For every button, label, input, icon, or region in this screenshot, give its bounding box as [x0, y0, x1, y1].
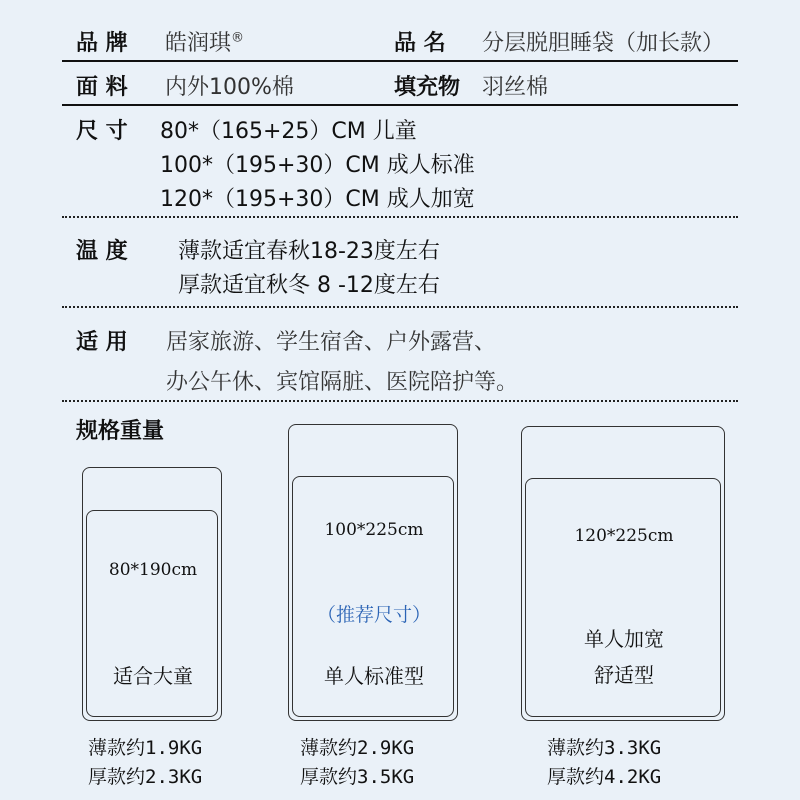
spec-caption: 单人标准型: [324, 664, 424, 688]
temperature-label: 温 度: [76, 239, 128, 264]
temperature-line: 薄款适宜春秋18-23度左右: [178, 239, 440, 264]
divider-dotted: [62, 216, 738, 218]
product-name-label: 品 名: [394, 31, 446, 56]
registered-mark: ®: [231, 30, 245, 46]
fabric-value: 内外100%棉: [165, 75, 294, 100]
spec-thin-weight: 薄款约3.3KG: [547, 737, 662, 759]
divider-solid: [62, 60, 738, 62]
spec-thick-weight: 厚款约3.5KG: [300, 766, 415, 788]
spec-thin-weight: 薄款约2.9KG: [300, 737, 415, 759]
spec-dimension: 120*225cm: [574, 526, 674, 546]
filling-value: 羽丝棉: [482, 75, 549, 100]
spec-thick-weight: 厚款约2.3KG: [88, 766, 203, 788]
usage-line: 办公午休、宾馆隔脏、医院陪护等。: [166, 370, 519, 395]
size-line: 100*（195+30）CM 成人标准: [160, 153, 475, 178]
brand-name: 皓润琪: [165, 31, 232, 56]
spec-thin-weight: 薄款约1.9KG: [88, 737, 203, 759]
filling-label: 填充物: [394, 75, 461, 100]
divider-dotted: [62, 306, 738, 308]
spec-caption: 舒适型: [594, 663, 654, 687]
usage-line: 居家旅游、学生宿舍、户外露营、: [166, 330, 497, 355]
spec-thick-weight: 厚款约4.2KG: [547, 766, 662, 788]
brand-label: 品 牌: [76, 31, 128, 56]
brand-value: [165, 26, 244, 57]
spec-caption: 单人加宽: [584, 627, 664, 651]
size-line: 80*（165+25）CM 儿童: [160, 119, 417, 144]
size-label: 尺 寸: [76, 119, 128, 144]
product-name-value: 分层脱胆睡袋（加长款）: [482, 31, 725, 56]
spec-recommended-note: （推荐尺寸）: [316, 604, 431, 626]
spec-dimension: 100*225cm: [324, 520, 424, 540]
fabric-label: 面 料: [76, 75, 128, 100]
spec-caption: 适合大童: [113, 664, 193, 688]
usage-label: 适 用: [76, 330, 128, 355]
specs-title: 规格重量: [76, 419, 165, 444]
divider-solid: [62, 104, 738, 106]
divider-dotted: [62, 400, 738, 402]
temperature-line: 厚款适宜秋冬 8 -12度左右: [178, 273, 440, 298]
size-line: 120*（195+30）CM 成人加宽: [160, 187, 475, 212]
spec-dimension: 80*190cm: [108, 560, 198, 580]
